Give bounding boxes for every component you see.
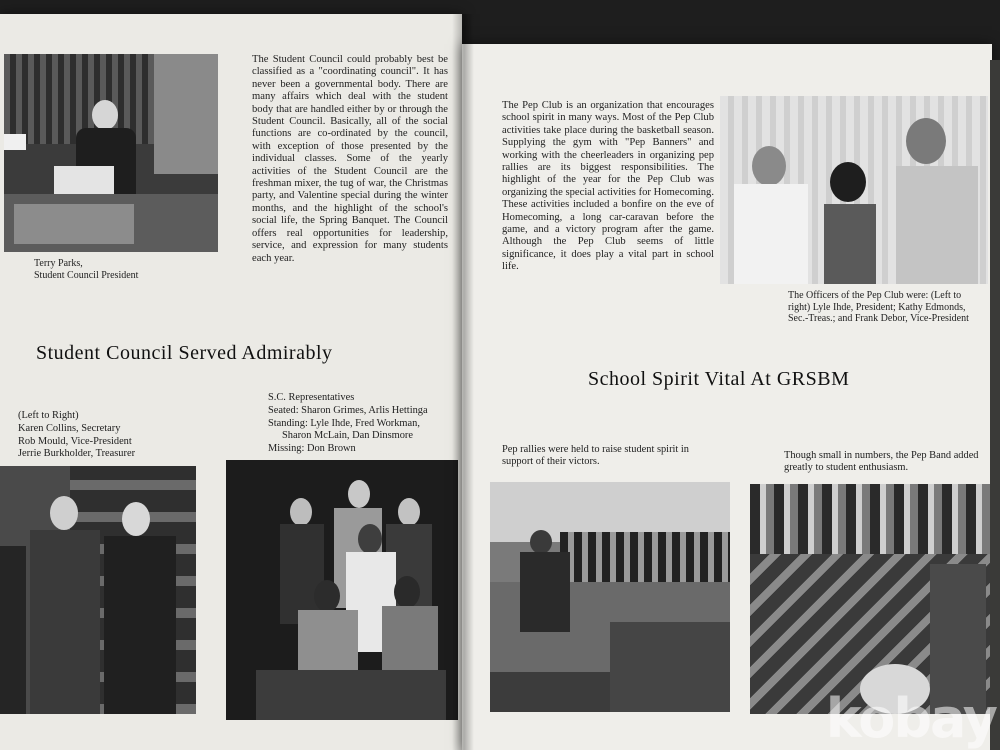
pep-band-photo [750,484,992,714]
pep-club-paragraph: The Pep Club is an organization that encourages school spirit in many ways. Most of the Pep Club activities take place during the basketball season. Supplying the gym with "Pep Banners" and working with the cheerleaders in organizing pep rallies are its biggest responsibilities. The highlight of the year for the Pep Club was organizing the special activities for Homecoming. These activities included a bonfire on the eve of Homecoming, a long car-caravan before the game, and a victory program after the game. Although the Pep Club seems of little significance, it does play a vital part in school life. [502,100,714,273]
pep-band-caption: Though small in numbers, the Pep Band added greatly to student enthusiasm. [784,450,979,473]
school-spirit-title: School Spirit Vital At GRSBM [588,368,850,390]
student-council-title: Student Council Served Admirably [36,342,333,364]
page-edge [990,60,1000,750]
right-page [462,44,992,750]
pep-officers-photo [720,96,988,284]
council-officers-photo [0,466,196,714]
watermark-logo: kobay [825,687,996,750]
pep-officers-caption: The Officers of the Pep Club were: (Left to right) Lyle Ihde, President; Kathy Edmonds, Sec.-Treas.; and Frank Debor, Vice-President [788,290,969,325]
officers-list: (Left to Right) Karen Collins, Secretary Rob Mould, Vice-President Jerrie Burkholder, Treasurer [18,410,136,460]
council-paragraph: The Student Council could probably best be classified as a "coordinating council". It has never been a governmental body. There are many affairs which deal with the student body that are handled either by or through the Student Council. Basically, all of the social functions are co-ordinated by the council, with exception of those presented by the individual classes. Some of the yearly activities of the Student Council are the freshman mixer, the tug of war, the Christmas party, and Valentine special during the winter months, and the highlight of the school's social life, the Spring Banquet. The Council offers real opportunities for leadership, service, and expression for many students each year. [252,54,448,264]
book-spine-shadow [452,14,474,750]
pep-rally-photo [490,482,730,712]
representatives-list: S.C. Representatives Seated: Sharon Grimes, Arlis Hettinga Standing: Lyle Ihde, Fred Workman, Sharon McLain, Dan Dinsmore Missing: Don Brown [268,392,428,455]
left-page [0,14,462,750]
representatives-photo [226,460,458,720]
president-caption: Terry Parks, Student Council President [34,258,139,281]
president-photo [4,54,218,252]
pep-rally-caption: Pep rallies were held to raise student spirit in support of their victors. [502,444,689,467]
